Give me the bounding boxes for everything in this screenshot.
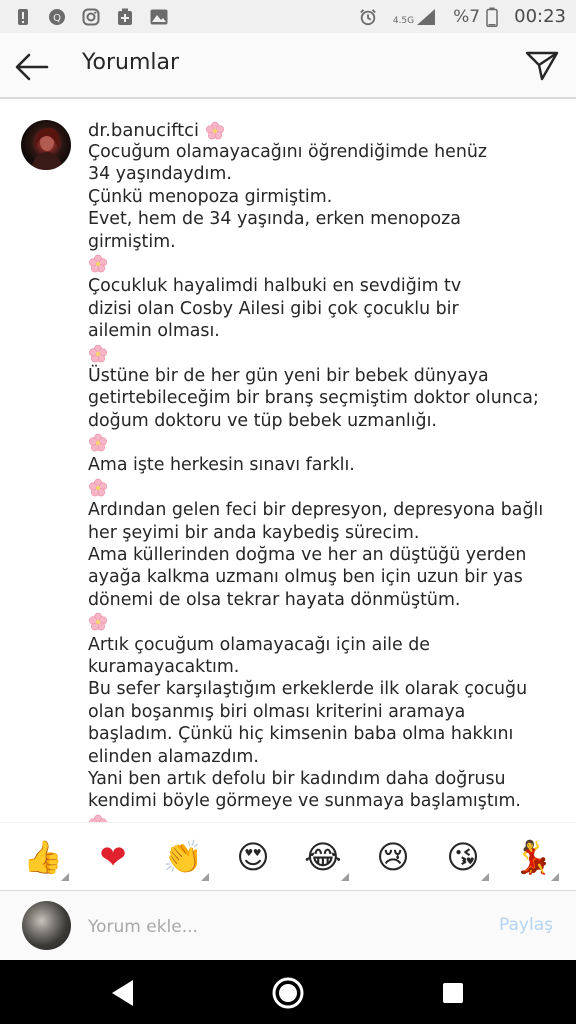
caption-line: Ama küllerinden doğma ve her an düştüğü yerden bbox=[88, 545, 527, 566]
blossom-separator bbox=[88, 343, 548, 365]
cherry-blossom-icon bbox=[88, 433, 108, 453]
tears-of-joy-emoji[interactable] bbox=[301, 835, 345, 879]
skin-tone-indicator bbox=[201, 873, 209, 881]
back-button[interactable] bbox=[14, 49, 50, 85]
clock: 00:23 bbox=[514, 6, 566, 27]
signal-group bbox=[393, 8, 437, 26]
skin-tone-indicator bbox=[481, 873, 489, 881]
author-photo bbox=[21, 120, 71, 170]
comments-header bbox=[0, 33, 576, 99]
system-recents-button[interactable] bbox=[436, 976, 470, 1010]
thumbs-up-emoji[interactable] bbox=[21, 835, 65, 879]
emoji-glyph: 😢 bbox=[376, 837, 410, 876]
image-icon bbox=[150, 8, 168, 26]
author-username[interactable]: dr.banuciftci bbox=[88, 120, 200, 141]
crying-face-emoji[interactable] bbox=[371, 835, 415, 879]
paper-plane-icon bbox=[524, 48, 560, 84]
caption-line: başladım. Çünkü hiç kimsenin baba olma hakkını bbox=[88, 724, 514, 745]
cherry-blossom-icon bbox=[205, 121, 225, 141]
battery-icon bbox=[486, 7, 498, 27]
system-back-button[interactable] bbox=[106, 976, 140, 1010]
alarm-icon bbox=[359, 8, 377, 26]
alert-icon bbox=[14, 8, 32, 26]
caption-line: Çünkü menopoza girmiştim. bbox=[88, 186, 333, 207]
arrow-left-icon bbox=[14, 49, 50, 85]
health-icon bbox=[116, 8, 134, 26]
battery-percent: %7 bbox=[453, 6, 481, 27]
status-right-icons bbox=[359, 6, 566, 27]
blossom-separator bbox=[88, 432, 548, 454]
heart-eyes-emoji[interactable] bbox=[231, 835, 275, 879]
caption-line: Çocuğum olamayacağını öğrendiğimde henüz bbox=[88, 142, 488, 162]
emoji-glyph: 💃 bbox=[513, 837, 553, 876]
author-avatar[interactable] bbox=[21, 120, 71, 170]
caption-line: kuramayacaktım. bbox=[88, 656, 240, 677]
caption-line: doğum doktoru ve tüp bebek uzmanlığı. bbox=[88, 410, 437, 431]
caption-line: Yani ben artık defolu bir kadındım daha doğrusu bbox=[88, 768, 506, 789]
emoji-glyph: 😍 bbox=[236, 837, 270, 876]
caption-line: getirtebileceğim bir branş seçmiştim doktor olunca; bbox=[88, 388, 539, 409]
blossom-separator bbox=[88, 813, 548, 822]
blossom-separator bbox=[88, 253, 548, 275]
caption-line: elinden alamazdım. bbox=[88, 746, 259, 767]
blossom-separator bbox=[88, 611, 548, 633]
recents-square-icon bbox=[436, 976, 470, 1010]
system-home-button[interactable] bbox=[271, 976, 305, 1010]
svg-text:Q: Q bbox=[53, 12, 61, 24]
skin-tone-indicator bbox=[551, 873, 559, 881]
emoji-glyph: ❤ bbox=[99, 837, 127, 876]
caption-line: her şeyimi bir anda kaybediş sürecim. bbox=[88, 522, 420, 543]
back-triangle-icon bbox=[106, 976, 140, 1010]
cherry-blossom-icon bbox=[88, 254, 108, 274]
emoji-glyph: 👍 bbox=[23, 837, 63, 876]
page-title: Yorumlar bbox=[82, 50, 180, 75]
caption-line: olan boşanmış biri olması kriterini aramaya bbox=[88, 701, 466, 722]
cherry-blossom-icon bbox=[88, 814, 108, 822]
network-type: 4.5G bbox=[392, 15, 415, 26]
status-bar bbox=[0, 0, 576, 33]
red-heart-emoji[interactable] bbox=[91, 835, 135, 879]
caption-line: Evet, hem de 34 yaşında, erken menopoza bbox=[88, 209, 461, 230]
caption-line: Çocukluk hayalimdi halbuki en sevdiğim tv bbox=[88, 276, 462, 297]
current-user-avatar[interactable] bbox=[22, 901, 71, 950]
system-nav-bar bbox=[0, 960, 576, 1024]
comment-composer bbox=[0, 890, 576, 960]
caption-line: dönemi de olsa tekrar hayata dönmüştüm. bbox=[88, 589, 461, 610]
cherry-blossom-icon bbox=[88, 612, 108, 632]
dancer-emoji[interactable] bbox=[511, 835, 555, 879]
post-caption bbox=[88, 141, 548, 822]
skin-tone-indicator bbox=[61, 873, 69, 881]
post-comment-button[interactable]: Paylaş bbox=[499, 915, 553, 935]
signal-icon bbox=[415, 8, 437, 26]
cherry-blossom-icon bbox=[88, 478, 108, 498]
caption-line: Ardından gelen feci bir depresyon, depresyona bağlı bbox=[88, 500, 544, 521]
caption-line: ayağa kalkma uzmanı olmuş ben için uzun bir yas bbox=[88, 567, 523, 588]
caption-line: Üstüne bir de her gün yeni bir bebek dünyaya bbox=[88, 365, 489, 386]
comment-input[interactable] bbox=[86, 911, 470, 943]
post-author[interactable] bbox=[88, 120, 225, 141]
caption-line: girmiştim. bbox=[88, 231, 176, 252]
caption-line: ailemin olması. bbox=[88, 321, 220, 342]
caption-line: kendimi böyle görmeye ve sunmaya başlamıştım. bbox=[88, 791, 521, 812]
home-circle-icon bbox=[271, 976, 305, 1010]
share-post-button[interactable] bbox=[524, 48, 560, 84]
emoji-glyph: 😘 bbox=[446, 837, 480, 876]
kissing-heart-emoji[interactable] bbox=[441, 835, 485, 879]
emoji-glyph: 😂 bbox=[304, 837, 342, 876]
message-icon bbox=[48, 8, 66, 26]
instagram-icon bbox=[82, 8, 100, 26]
clapping-hands-emoji[interactable] bbox=[161, 835, 205, 879]
caption-line: 34 yaşındaydım. bbox=[88, 164, 232, 185]
caption-line: dizisi olan Cosby Ailesi gibi çok çocuklu bir bbox=[88, 298, 459, 319]
status-left-icons bbox=[14, 8, 168, 26]
skin-tone-indicator bbox=[341, 873, 349, 881]
caption-line: Artık çocuğum olamayacağı için aile de bbox=[88, 634, 430, 655]
quick-reactions-bar bbox=[0, 822, 576, 890]
cherry-blossom-icon bbox=[88, 344, 108, 364]
blossom-separator bbox=[88, 477, 548, 499]
caption-line: Ama işte herkesin sınavı farklı. bbox=[88, 455, 355, 476]
emoji-glyph: 👏 bbox=[163, 837, 203, 876]
battery-group bbox=[453, 7, 498, 27]
caption-line: Bu sefer karşılaştığım erkeklerde ilk olarak çocuğu bbox=[88, 679, 528, 700]
comments-list[interactable] bbox=[0, 100, 576, 822]
